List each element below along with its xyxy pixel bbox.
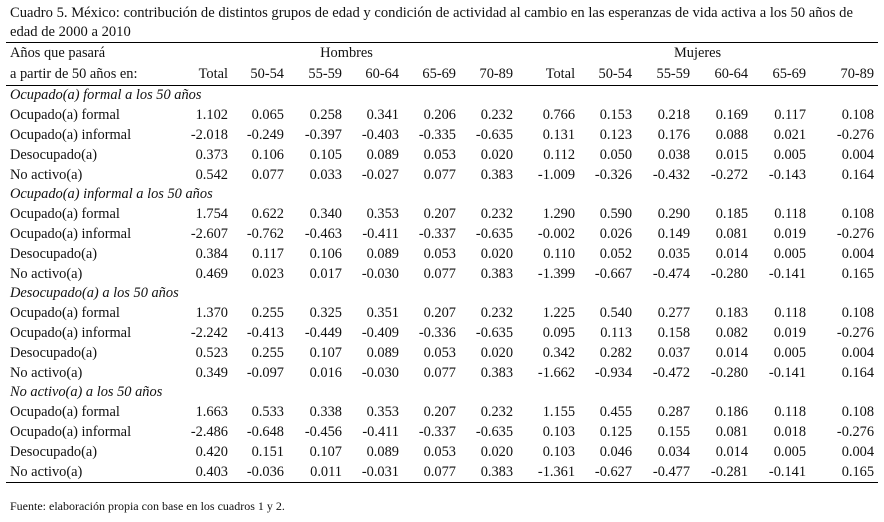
table-cell: 0.005 <box>773 345 807 361</box>
table-cell: -0.409 <box>361 325 399 341</box>
table-cell: 0.153 <box>599 107 633 123</box>
table-cell: 0.004 <box>841 147 875 163</box>
table-cell: 0.053 <box>423 246 456 262</box>
table-cell: 0.277 <box>657 305 691 321</box>
table-cell: -0.648 <box>246 424 284 440</box>
table-cell: 0.403 <box>176 462 232 483</box>
table-cell: 0.118 <box>774 404 807 420</box>
table-cell: 0.107 <box>309 345 342 361</box>
table-cell: 0.108 <box>841 305 875 321</box>
table-cell: 1.225 <box>542 305 576 321</box>
table-cell: 0.542 <box>195 167 228 183</box>
table-cell: 0.095 <box>542 325 576 341</box>
table-cell: -0.036 <box>232 462 288 483</box>
table-cell: 0.523 <box>195 345 228 361</box>
table-cell: -0.337 <box>418 226 456 242</box>
table-cell: 0.014 <box>715 345 749 361</box>
table-cell: 0.255 <box>251 305 284 321</box>
group-header-women: Mujeres <box>517 43 878 65</box>
table-cell: 0.287 <box>657 404 691 420</box>
table-cell: 0.020 <box>480 345 514 361</box>
table-cell: 0.021 <box>773 127 807 143</box>
table-cell: 0.207 <box>423 305 456 321</box>
table-row <box>6 343 878 363</box>
table-cell: 0.165 <box>841 266 875 282</box>
table-cell: 0.034 <box>657 444 691 460</box>
section-title: Desocupado(a) a los 50 años <box>10 285 179 301</box>
table-cell: 0.384 <box>195 246 228 262</box>
table-cell: 0.016 <box>309 365 342 381</box>
table-row <box>6 363 878 383</box>
table-row <box>6 105 878 125</box>
table-cell: 0.103 <box>542 424 576 440</box>
table-cell: 0.065 <box>251 107 284 123</box>
header-label-line2: a partir de 50 años en: <box>6 64 176 86</box>
table-row <box>6 442 878 462</box>
table-cell: 0.351 <box>366 305 399 321</box>
table-cell: 0.766 <box>542 107 576 123</box>
table-cell: 0.015 <box>715 147 749 163</box>
table-cell: -0.411 <box>362 226 399 242</box>
table-cell: -2.018 <box>190 127 228 143</box>
table-cell: 0.005 <box>773 147 807 163</box>
table-cell: -0.411 <box>362 424 399 440</box>
table-cell: 0.020 <box>480 246 514 262</box>
column-header: 60-64 <box>694 64 752 86</box>
table-cell: 0.019 <box>773 226 807 242</box>
table-cell: 0.282 <box>599 345 633 361</box>
table-cell: 0.037 <box>657 345 691 361</box>
table-cell: 0.207 <box>423 404 456 420</box>
table-cell: -0.249 <box>246 127 284 143</box>
table-cell: 0.125 <box>599 424 633 440</box>
table-cell: 0.082 <box>715 325 749 341</box>
table-cell: 0.340 <box>309 206 342 222</box>
table-cell: -0.280 <box>710 266 749 282</box>
table-cell: -0.141 <box>768 365 807 381</box>
table-cell: -1.361 <box>517 462 579 483</box>
table-cell: 0.622 <box>251 206 284 222</box>
table-cell: -0.667 <box>594 266 633 282</box>
table-cell: 0.014 <box>715 444 749 460</box>
table-cell: 0.158 <box>657 325 691 341</box>
table-cell: 0.108 <box>841 107 875 123</box>
section-title: Ocupado(a) informal a los 50 años <box>10 186 213 202</box>
table-cell: 0.018 <box>773 424 807 440</box>
table-cell: 0.107 <box>309 444 342 460</box>
table-cell: -0.413 <box>246 325 284 341</box>
table-cell: 0.540 <box>599 305 633 321</box>
table-cell: 0.151 <box>251 444 284 460</box>
header-row-columns <box>6 64 878 86</box>
table-cell: 0.325 <box>309 305 342 321</box>
table-cell: 0.077 <box>251 167 284 183</box>
table-cell: 0.185 <box>715 206 749 222</box>
table-cell: 0.118 <box>774 305 807 321</box>
table-cell: 0.169 <box>715 107 749 123</box>
table-cell: -0.281 <box>694 462 752 483</box>
table-cell: -0.472 <box>652 365 691 381</box>
table-cell: -0.337 <box>418 424 456 440</box>
column-header: 60-64 <box>346 64 403 86</box>
table-cell: -0.335 <box>418 127 456 143</box>
table-cell: 0.081 <box>715 424 749 440</box>
table-cell: 0.014 <box>715 246 749 262</box>
table-row <box>6 264 878 284</box>
table-cell: -0.141 <box>768 266 807 282</box>
row-label: Desocupado(a) <box>10 444 98 460</box>
table-row <box>6 145 878 165</box>
row-label: No activo(a) <box>10 266 83 282</box>
table-cell: 0.050 <box>599 147 633 163</box>
table-cell: 0.420 <box>195 444 228 460</box>
table-cell: 0.186 <box>715 404 749 420</box>
table-cell: 0.342 <box>542 345 576 361</box>
table-row <box>6 244 878 264</box>
source-note: Fuente: elaboración propia con base en los cuadros 1 y 2. <box>10 499 285 513</box>
table-cell: -0.272 <box>710 167 749 183</box>
table-cell: 0.113 <box>600 325 633 341</box>
table-cell: 0.046 <box>599 444 633 460</box>
table-cell: -0.463 <box>304 226 342 242</box>
table-cell: 0.183 <box>715 305 749 321</box>
table-cell: 0.089 <box>366 444 399 460</box>
table-cell: 0.232 <box>480 206 514 222</box>
table-cell: 0.383 <box>480 167 514 183</box>
section-title: Ocupado(a) formal a los 50 años <box>10 87 202 103</box>
table-cell: 0.005 <box>773 246 807 262</box>
table-cell: -0.934 <box>594 365 633 381</box>
table-cell: 0.383 <box>460 462 517 483</box>
row-label: No activo(a) <box>10 365 83 381</box>
table-row <box>6 303 878 323</box>
table-cell: 0.106 <box>251 147 284 163</box>
row-label: Ocupado(a) informal <box>10 226 132 242</box>
data-table <box>6 42 878 483</box>
table-cell: 0.118 <box>774 206 807 222</box>
table-cell: -2.486 <box>190 424 228 440</box>
table-cell: 1.290 <box>542 206 576 222</box>
table-cell: -0.336 <box>418 325 456 341</box>
table-cell: 0.383 <box>480 365 514 381</box>
table-cell: 1.102 <box>195 107 228 123</box>
table-cell: -0.143 <box>768 167 807 183</box>
column-header: Total <box>517 64 579 86</box>
table-cell: -0.474 <box>652 266 691 282</box>
table-cell: 0.088 <box>715 127 749 143</box>
row-label: Ocupado(a) informal <box>10 424 132 440</box>
table-cell: 0.053 <box>423 147 456 163</box>
table-row <box>6 224 878 244</box>
table-cell: 1.663 <box>195 404 228 420</box>
table-cell: 0.004 <box>841 345 875 361</box>
table-cell: -2.242 <box>190 325 228 341</box>
table-cell: 0.089 <box>366 246 399 262</box>
column-header: 70-89 <box>810 64 878 86</box>
table-cell: -0.002 <box>537 226 576 242</box>
table-cell: 0.455 <box>599 404 633 420</box>
table-cell: 0.590 <box>599 206 633 222</box>
row-label: No activo(a) <box>10 167 83 183</box>
table-cell: 0.164 <box>841 365 875 381</box>
table-cell: 0.103 <box>542 444 576 460</box>
table-cell: 0.004 <box>841 246 875 262</box>
table-cell: 0.218 <box>657 107 691 123</box>
table-cell: -0.456 <box>304 424 342 440</box>
table-cell: 0.020 <box>480 444 514 460</box>
row-label: Ocupado(a) formal <box>10 206 120 222</box>
table-cell: 0.077 <box>423 167 456 183</box>
table-cell: -0.027 <box>361 167 399 183</box>
table-row <box>6 204 878 224</box>
table-cell: 0.033 <box>309 167 342 183</box>
table-cell: 0.383 <box>480 266 514 282</box>
table-cell: 0.155 <box>657 424 691 440</box>
column-header: 55-59 <box>288 64 346 86</box>
table-cell: -0.031 <box>346 462 403 483</box>
table-cell: -0.097 <box>246 365 284 381</box>
table-cell: -0.276 <box>836 226 875 242</box>
table-cell: 0.053 <box>423 444 456 460</box>
table-cell: 0.105 <box>309 147 342 163</box>
table-cell: 0.038 <box>657 147 691 163</box>
table-cell: 0.023 <box>251 266 284 282</box>
table-cell: 0.112 <box>543 147 576 163</box>
table-row <box>6 125 878 145</box>
table-cell: -0.635 <box>475 325 514 341</box>
table-cell: 0.081 <box>715 226 749 242</box>
section-title: No activo(a) a los 50 años <box>10 384 163 400</box>
table-cell: -1.662 <box>537 365 576 381</box>
header-row-groups <box>6 43 878 65</box>
table-cell: -0.627 <box>579 462 636 483</box>
table-cell: 0.089 <box>366 147 399 163</box>
table-cell: -0.635 <box>475 424 514 440</box>
column-header: 50-54 <box>579 64 636 86</box>
table-row <box>6 462 878 483</box>
table-cell: -0.762 <box>246 226 284 242</box>
row-label: Ocupado(a) formal <box>10 107 120 123</box>
table-cell: -0.477 <box>636 462 694 483</box>
table-cell: 0.117 <box>252 246 284 262</box>
table-cell: 0.106 <box>309 246 342 262</box>
section-header-row <box>6 383 878 402</box>
table-cell: -0.030 <box>361 365 399 381</box>
table-cell: 0.533 <box>251 404 284 420</box>
table-cell: -0.635 <box>475 127 514 143</box>
table-cell: 0.110 <box>543 246 576 262</box>
table-cell: 0.232 <box>480 107 514 123</box>
table-cell: 0.131 <box>542 127 576 143</box>
table-cell: 0.206 <box>423 107 456 123</box>
column-header: 70-89 <box>460 64 517 86</box>
table-cell: -0.432 <box>652 167 691 183</box>
table-cell: 0.373 <box>195 147 228 163</box>
table-row <box>6 422 878 442</box>
table-cell: 1.155 <box>542 404 576 420</box>
table-cell: 1.370 <box>195 305 228 321</box>
table-cell: 0.089 <box>366 345 399 361</box>
table-cell: 0.077 <box>423 266 456 282</box>
table-cell: -2.607 <box>190 226 228 242</box>
table-cell: 0.123 <box>599 127 633 143</box>
header-label-line1: Años que pasará <box>6 43 176 65</box>
table-cell: -0.141 <box>752 462 810 483</box>
table-cell: 0.011 <box>288 462 346 483</box>
table-cell: 0.232 <box>480 404 514 420</box>
group-header-men: Hombres <box>176 43 517 65</box>
table-cell: -0.280 <box>710 365 749 381</box>
column-header: 55-59 <box>636 64 694 86</box>
table-cell: 0.019 <box>773 325 807 341</box>
row-label: Ocupado(a) informal <box>10 325 132 341</box>
table-cell: -0.326 <box>594 167 633 183</box>
table-cell: 0.164 <box>841 167 875 183</box>
table-cell: 0.077 <box>423 365 456 381</box>
table-cell: 0.017 <box>309 266 342 282</box>
table-cell: -0.276 <box>836 325 875 341</box>
table-cell: 0.020 <box>480 147 514 163</box>
table-cell: -1.009 <box>537 167 576 183</box>
table-cell: 0.255 <box>251 345 284 361</box>
row-label: Ocupado(a) formal <box>10 404 120 420</box>
table-cell: 0.117 <box>774 107 807 123</box>
table-cell: -0.449 <box>304 325 342 341</box>
table-cell: 0.108 <box>841 404 875 420</box>
row-label: Desocupado(a) <box>10 147 98 163</box>
column-header: Total <box>176 64 232 86</box>
table-cell: 0.176 <box>657 127 691 143</box>
table-cell: 0.353 <box>366 404 399 420</box>
table-cell: 0.353 <box>366 206 399 222</box>
column-header: 50-54 <box>232 64 288 86</box>
table-cell: 0.338 <box>309 404 342 420</box>
table-cell: -0.276 <box>836 424 875 440</box>
table-cell: 0.207 <box>423 206 456 222</box>
table-cell: 0.258 <box>309 107 342 123</box>
table-cell: 0.052 <box>599 246 633 262</box>
section-header-row <box>6 86 878 106</box>
table-cell: 0.232 <box>480 305 514 321</box>
table-cell: 0.469 <box>195 266 228 282</box>
table-row <box>6 402 878 422</box>
table-row <box>6 165 878 185</box>
table-cell: 0.341 <box>366 107 399 123</box>
column-header: 65-69 <box>752 64 810 86</box>
table-cell: -1.399 <box>537 266 576 282</box>
row-label: Ocupado(a) formal <box>10 305 120 321</box>
column-header: 65-69 <box>403 64 460 86</box>
table-cell: 0.108 <box>841 206 875 222</box>
row-label: Desocupado(a) <box>10 345 98 361</box>
table-row <box>6 323 878 343</box>
section-header-row <box>6 284 878 303</box>
table-cell: -0.403 <box>361 127 399 143</box>
row-label: Desocupado(a) <box>10 246 98 262</box>
table-cell: -0.030 <box>361 266 399 282</box>
table-cell: -0.635 <box>475 226 514 242</box>
table-caption: Cuadro 5. México: contribución de distintos grupos de edad y condición de actividad al cambio en las esperanzas de vida activa a los 50 años de edad de 2000 a 2010 <box>10 5 853 40</box>
table-cell: 0.053 <box>423 345 456 361</box>
table-cell: 0.290 <box>657 206 691 222</box>
table-cell: 0.149 <box>657 226 691 242</box>
table-cell: -0.397 <box>304 127 342 143</box>
table-cell: 0.005 <box>773 444 807 460</box>
table-cell: 0.026 <box>599 226 633 242</box>
table-cell: -0.276 <box>836 127 875 143</box>
table-cell: 0.165 <box>810 462 878 483</box>
table-cell: 0.004 <box>841 444 875 460</box>
row-label: No activo(a) <box>6 462 176 483</box>
row-label: Ocupado(a) informal <box>10 127 132 143</box>
table-cell: 0.077 <box>403 462 460 483</box>
table-cell: 0.349 <box>195 365 228 381</box>
section-header-row <box>6 185 878 204</box>
table-cell: 0.035 <box>657 246 691 262</box>
table-cell: 1.754 <box>195 206 228 222</box>
